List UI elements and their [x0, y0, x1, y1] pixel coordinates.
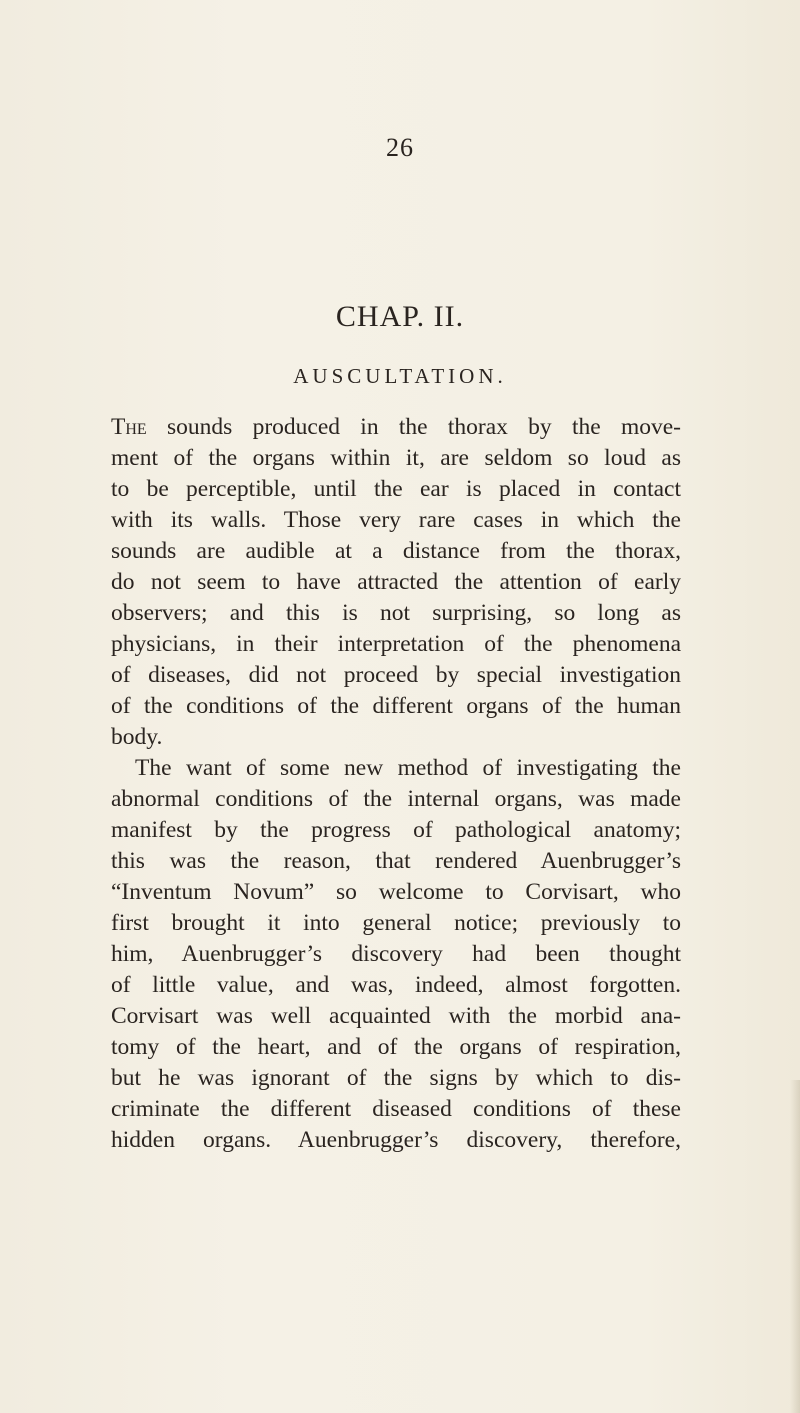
text-line: first brought it into general notice; previously to — [111, 910, 681, 936]
section-heading: AUSCULTATION. — [293, 364, 507, 388]
text-line: to be perceptible, until the ear is placed in contact — [111, 476, 681, 502]
chapter-heading: CHAP. II. — [335, 300, 465, 333]
text-line: ment of the organs within it, are seldom so loud as — [111, 445, 681, 471]
text-line: “Inventum Novum” so welcome to Corvisart, who — [111, 879, 681, 905]
text-line: but he was ignorant of the signs by which to dis- — [111, 1065, 681, 1091]
text-line: criminate the different diseased conditions of these — [111, 1096, 681, 1122]
text-line: Corvisart was well acquainted with the morbid ana- — [111, 1003, 681, 1029]
text-line: this was the reason, that rendered Auenbrugger’s — [111, 848, 681, 874]
text-line: of the conditions of the different organs of the human — [111, 693, 681, 719]
text-line: do not seem to have attracted the attention of early — [111, 569, 681, 595]
text-line: tomy of the heart, and of the organs of respiration, — [111, 1034, 681, 1060]
body-text — [111, 412, 681, 1156]
text-line-rest: sounds produced in the thorax by the move- — [166, 414, 682, 440]
text-line: him, Auenbrugger’s discovery had been thought — [111, 941, 681, 967]
page-edge-shadow — [790, 1080, 800, 1413]
text-line: of diseases, did not proceed by special investigation — [111, 662, 681, 688]
text-line: abnormal conditions of the internal organs, was made — [111, 786, 681, 812]
text-line: observers; and this is not surprising, so long as — [111, 600, 681, 626]
text-line: physicians, in their interpretation of the phenomena — [111, 631, 681, 657]
text-line: with its walls. Those very rare cases in which the — [111, 507, 681, 533]
page-number: 26 — [386, 133, 414, 162]
lead-word: The — [111, 414, 147, 440]
text-line: The want of some new method of investigating the — [135, 755, 681, 781]
text-line — [111, 412, 681, 443]
text-line: body. — [111, 724, 163, 750]
text-line: manifest by the progress of pathological anatomy; — [111, 817, 681, 843]
text-line: of little value, and was, indeed, almost forgotten. — [111, 972, 681, 998]
text-line: sounds are audible at a distance from the thorax, — [111, 538, 681, 564]
text-line: hidden organs. Auenbrugger’s discovery, therefore, — [111, 1127, 681, 1153]
